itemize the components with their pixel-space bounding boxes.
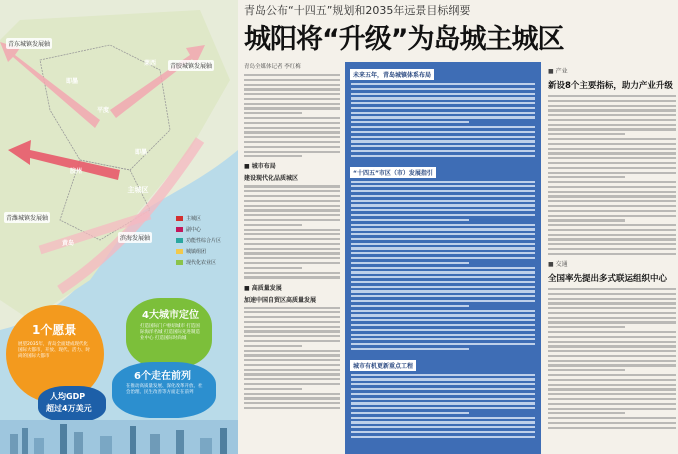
bubble-six-front: 6个走在前列 在推动高质量发展、深化改革开放、社会治理、民生改善等方面走在前列 bbox=[112, 362, 216, 418]
text-line bbox=[548, 186, 676, 188]
text-line bbox=[548, 224, 676, 226]
text-line bbox=[351, 209, 535, 211]
text-line bbox=[351, 107, 535, 109]
text-line bbox=[548, 369, 625, 371]
text-line bbox=[244, 369, 340, 371]
text-line bbox=[548, 326, 625, 328]
text-line bbox=[351, 233, 535, 235]
text-line bbox=[548, 336, 676, 338]
text-line bbox=[244, 190, 340, 192]
text-line bbox=[244, 238, 340, 240]
text-line bbox=[548, 143, 676, 145]
text-line bbox=[351, 83, 535, 85]
text-line bbox=[244, 307, 340, 309]
panel-heading: 未来五年，青岛城镇体系布局 bbox=[350, 69, 434, 80]
article-column-right bbox=[548, 62, 676, 454]
text-line bbox=[244, 136, 340, 138]
text-line bbox=[548, 152, 676, 154]
map-node: 胶州 bbox=[69, 167, 82, 175]
city-skyline-image bbox=[0, 420, 238, 454]
text-line bbox=[351, 271, 535, 273]
text-line bbox=[244, 103, 340, 105]
map-node: 即墨 bbox=[134, 148, 147, 156]
text-line bbox=[548, 210, 676, 212]
text-line bbox=[244, 267, 302, 269]
text-line bbox=[548, 417, 676, 419]
text-line bbox=[244, 402, 340, 404]
text-line bbox=[351, 88, 535, 90]
text-line bbox=[244, 185, 340, 187]
text-line bbox=[548, 229, 676, 231]
text-line bbox=[351, 407, 535, 409]
text-line bbox=[244, 243, 340, 245]
text-line bbox=[351, 421, 535, 423]
blue-info-panel bbox=[345, 62, 541, 454]
text-line bbox=[351, 195, 535, 197]
text-line bbox=[548, 215, 676, 217]
text-line bbox=[351, 126, 535, 128]
map-node: 黄岛 bbox=[61, 239, 74, 247]
text-line bbox=[548, 128, 676, 130]
text-line bbox=[244, 131, 340, 133]
text-line bbox=[351, 431, 535, 433]
text-line bbox=[548, 119, 676, 121]
text-line bbox=[548, 422, 676, 424]
text-line bbox=[548, 364, 676, 366]
text-line bbox=[548, 200, 676, 202]
text-line bbox=[244, 345, 302, 347]
text-line bbox=[548, 109, 676, 111]
map-legend: 主城区 副中心 功能性综合片区 城镇组团 现代化农业区 bbox=[176, 215, 236, 270]
text-line bbox=[548, 148, 676, 150]
text-line bbox=[351, 112, 535, 114]
text-line bbox=[244, 262, 340, 264]
text-line bbox=[244, 141, 340, 143]
text-line bbox=[244, 233, 340, 235]
text-line bbox=[548, 205, 676, 207]
text-line bbox=[244, 335, 340, 337]
text-line bbox=[351, 286, 535, 288]
text-line bbox=[548, 345, 676, 347]
text-line bbox=[548, 331, 676, 333]
text-line bbox=[244, 373, 340, 375]
text-line bbox=[244, 224, 302, 226]
text-line bbox=[548, 293, 676, 295]
section-heading: 新设8个主要指标，助力产业升级 bbox=[548, 81, 673, 91]
text-line bbox=[351, 155, 535, 157]
text-line bbox=[351, 93, 535, 95]
text-line bbox=[548, 288, 676, 290]
text-line bbox=[244, 219, 340, 221]
text-line bbox=[351, 402, 535, 404]
text-line bbox=[244, 88, 340, 90]
section-tag: ■ 产业 bbox=[548, 68, 568, 75]
text-line bbox=[548, 181, 676, 183]
map-node-main-city: 主城区 bbox=[127, 186, 149, 194]
text-line bbox=[244, 397, 340, 399]
text-line bbox=[548, 133, 625, 135]
text-line bbox=[351, 417, 535, 419]
text-line bbox=[244, 84, 340, 86]
text-line bbox=[351, 348, 469, 350]
text-line bbox=[548, 374, 676, 376]
axis-label-coast: 滨海发展轴 bbox=[118, 232, 152, 243]
text-line bbox=[548, 312, 676, 314]
text-line bbox=[351, 140, 535, 142]
text-line bbox=[548, 350, 676, 352]
text-line bbox=[244, 248, 340, 250]
text-line bbox=[244, 127, 340, 129]
text-line bbox=[244, 326, 340, 328]
byline: 青岛全媒体记者 李红梅 bbox=[244, 64, 301, 70]
text-line bbox=[351, 200, 535, 202]
text-line bbox=[244, 209, 340, 211]
text-line bbox=[244, 311, 340, 313]
panel-heading: 城市有机更新重点工程 bbox=[350, 360, 416, 371]
text-line bbox=[548, 195, 676, 197]
axis-label-ne: 青胶城镇发展轴 bbox=[168, 60, 214, 71]
text-line bbox=[548, 100, 676, 102]
text-line bbox=[548, 317, 676, 319]
text-line bbox=[351, 247, 535, 249]
text-line bbox=[548, 384, 676, 386]
text-line bbox=[244, 200, 340, 202]
text-line bbox=[244, 257, 340, 259]
text-line bbox=[351, 290, 535, 292]
text-line bbox=[548, 105, 676, 107]
text-line bbox=[351, 190, 535, 192]
text-line bbox=[351, 343, 535, 345]
section-tag: ■ 交通 bbox=[548, 260, 568, 268]
text-line bbox=[351, 150, 535, 152]
text-line bbox=[351, 276, 535, 278]
text-line bbox=[351, 393, 535, 395]
text-line bbox=[351, 267, 535, 269]
axis-label-nw: 青东城镇发展轴 bbox=[6, 38, 52, 49]
text-line bbox=[244, 205, 340, 207]
text-line bbox=[351, 310, 535, 312]
article-column-1 bbox=[244, 62, 340, 454]
text-line bbox=[548, 427, 676, 429]
text-line bbox=[548, 355, 676, 357]
city-layout-map bbox=[0, 0, 238, 454]
text-line bbox=[244, 378, 340, 380]
text-line bbox=[548, 393, 676, 395]
text-line bbox=[351, 145, 535, 147]
panel-heading: “十四五”市区（市）发展指引 bbox=[350, 167, 436, 178]
text-line bbox=[548, 341, 676, 343]
text-line bbox=[351, 243, 535, 245]
text-line bbox=[244, 93, 340, 95]
text-line bbox=[351, 121, 469, 123]
text-line bbox=[351, 116, 535, 118]
text-line bbox=[244, 151, 340, 153]
text-line bbox=[244, 316, 340, 318]
text-line bbox=[351, 214, 535, 216]
text-line bbox=[351, 281, 535, 283]
text-line bbox=[351, 238, 535, 240]
text-line bbox=[548, 176, 625, 178]
text-line bbox=[548, 307, 676, 309]
text-line bbox=[351, 219, 469, 221]
text-line bbox=[548, 234, 676, 236]
text-line bbox=[351, 181, 535, 183]
text-line bbox=[244, 74, 340, 76]
text-line bbox=[244, 214, 340, 216]
text-line bbox=[351, 314, 535, 316]
text-line bbox=[548, 138, 676, 140]
text-line bbox=[351, 252, 535, 254]
text-line bbox=[244, 107, 340, 109]
text-line bbox=[351, 228, 535, 230]
text-line bbox=[351, 102, 535, 104]
text-line bbox=[244, 393, 340, 395]
section-heading: ■ 高质量发展 bbox=[244, 284, 282, 292]
text-line bbox=[351, 378, 535, 380]
text-line bbox=[351, 224, 535, 226]
text-line bbox=[548, 95, 676, 97]
text-line bbox=[351, 412, 469, 414]
text-line bbox=[548, 403, 676, 405]
section-subheading: 建设现代化品质城区 bbox=[244, 175, 299, 183]
text-line bbox=[351, 426, 535, 428]
text-line bbox=[351, 338, 535, 340]
text-line bbox=[548, 219, 625, 221]
text-line bbox=[244, 330, 340, 332]
text-line bbox=[548, 398, 676, 400]
text-line bbox=[244, 359, 340, 361]
text-line bbox=[244, 155, 302, 157]
text-line bbox=[351, 324, 535, 326]
text-line bbox=[244, 276, 340, 278]
text-line bbox=[351, 295, 535, 297]
text-line bbox=[351, 97, 535, 99]
text-line bbox=[351, 383, 535, 385]
bubble-four-positions: 4大城市定位 打造国际门户枢纽城市 打造国际海洋名城 打造国际先进制造业中心 打造国际时尚城 bbox=[126, 298, 212, 368]
text-line bbox=[548, 167, 676, 169]
text-line bbox=[244, 98, 340, 100]
text-line bbox=[244, 388, 302, 390]
sub-headline: 青岛公布“十四五”规划和2035年远景目标纲要 bbox=[244, 4, 471, 17]
text-line bbox=[548, 248, 676, 250]
text-line bbox=[548, 172, 676, 174]
section-subheading: 加速中国自贸区高质量发展 bbox=[244, 296, 317, 304]
text-line bbox=[548, 253, 676, 255]
text-line bbox=[548, 114, 676, 116]
text-line bbox=[351, 329, 535, 331]
axis-label-w: 青潍城镇发展轴 bbox=[4, 212, 50, 223]
section-heading: ■ 城市布局 bbox=[244, 163, 276, 171]
text-line bbox=[244, 195, 340, 197]
text-line bbox=[244, 112, 302, 114]
text-line bbox=[244, 272, 340, 274]
text-line bbox=[351, 300, 535, 302]
text-line bbox=[548, 243, 676, 245]
text-line bbox=[244, 383, 340, 385]
text-line bbox=[351, 185, 535, 187]
text-line bbox=[548, 408, 676, 410]
section-heading: 全国率先提出多式联运组织中心 bbox=[548, 273, 668, 284]
text-line bbox=[548, 162, 676, 164]
text-line bbox=[351, 136, 535, 138]
text-line bbox=[351, 398, 535, 400]
bubble-gdp: 人均GDP 超过4万美元 bbox=[38, 386, 106, 422]
text-line bbox=[548, 321, 676, 323]
text-line bbox=[244, 252, 340, 254]
text-line bbox=[244, 146, 340, 148]
text-line bbox=[244, 321, 340, 323]
text-line bbox=[244, 229, 340, 231]
text-line bbox=[244, 117, 340, 119]
text-line bbox=[548, 191, 676, 193]
text-line bbox=[351, 305, 469, 307]
text-line bbox=[244, 364, 340, 366]
text-line bbox=[548, 124, 676, 126]
main-headline: 城阳将“升级”为岛城主城区 bbox=[244, 24, 564, 55]
text-line bbox=[548, 388, 676, 390]
text-line bbox=[548, 238, 676, 240]
text-line bbox=[351, 319, 535, 321]
map-node: 平度 bbox=[96, 106, 109, 114]
text-line bbox=[548, 379, 676, 381]
text-line bbox=[351, 131, 535, 133]
text-line bbox=[351, 257, 535, 259]
text-line bbox=[351, 262, 469, 264]
text-line bbox=[351, 334, 535, 336]
map-node: 莱西 bbox=[143, 59, 156, 67]
text-line bbox=[548, 298, 676, 300]
text-line bbox=[351, 204, 535, 206]
text-line bbox=[351, 436, 535, 438]
text-line bbox=[244, 354, 340, 356]
text-line bbox=[244, 407, 340, 409]
bubble-one-vision: 1个愿景 展望2035年，青岛全面建成现代化国际大都市，开放、现代、活力、时尚的国际大都市 bbox=[6, 305, 104, 403]
text-line bbox=[351, 374, 535, 376]
text-line bbox=[244, 122, 340, 124]
text-line bbox=[548, 360, 676, 362]
text-line bbox=[351, 388, 535, 390]
text-line bbox=[548, 302, 676, 304]
text-line bbox=[244, 350, 340, 352]
text-line bbox=[244, 340, 340, 342]
map-node: 即墨 bbox=[65, 77, 78, 85]
text-line bbox=[548, 157, 676, 159]
text-line bbox=[548, 412, 625, 414]
text-line bbox=[244, 79, 340, 81]
